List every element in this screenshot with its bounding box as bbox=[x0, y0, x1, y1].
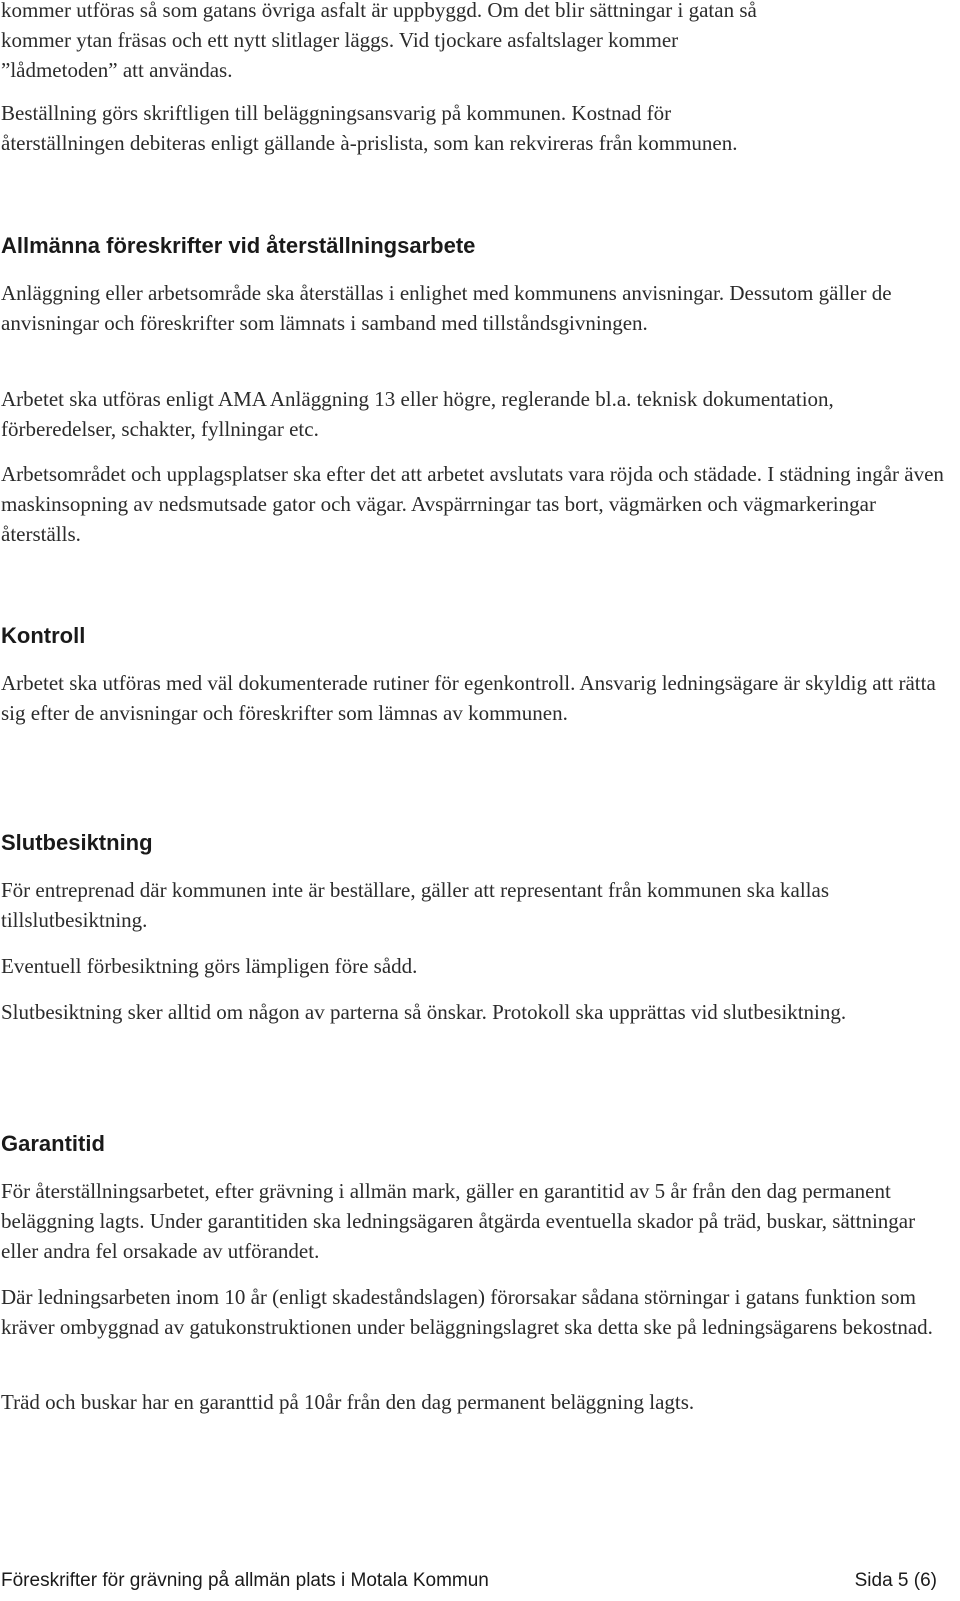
section-heading-warranty: Garantitid bbox=[1, 1131, 105, 1156]
section-heading-control: Kontroll bbox=[1, 623, 86, 648]
warranty-paragraph-2: Där ledningsarbeten inom 10 år (enligt skadeståndslagen) förorsakar sådana störningar i gatans funktion som kräver ombyggnad av gatukonstruktionen under beläggningslagret ska detta ske på ledningsägarens bekostnad. bbox=[1, 1285, 933, 1339]
final-inspection-paragraph-3: Slutbesiktning sker alltid om någon av parterna så önskar. Protokoll ska upprättas vid slutbesiktning. bbox=[1, 1000, 847, 1024]
order-line-1: Beställning görs skriftligen till beläggningsansvarig på kommunen. Kostnad för bbox=[1, 101, 672, 125]
intro-line-1: kommer utföras så som gatans övriga asfalt är uppbyggd. Om det blir sättningar i gatan så bbox=[1, 0, 757, 22]
final-inspection-paragraph-1: För entreprenad där kommunen inte är beställare, gäller att representant från kommunen ska kallas tillslutbesiktning. bbox=[1, 878, 830, 932]
page-number: Sida 5 (6) bbox=[854, 1570, 937, 1591]
footer-title: Föreskrifter för grävning på allmän plats i Motala Kommun bbox=[1, 1570, 489, 1591]
intro-line-2: kommer ytan fräsas och ett nytt slitlager läggs. Vid tjockare asfaltslager kommer bbox=[1, 28, 679, 52]
general-paragraph-1: Anläggning eller arbetsområde ska återställas i enlighet med kommunens anvisningar. Dessutom gäller de anvisningar och föreskrifter som lämnats i samband med tillståndsgivningen. bbox=[1, 281, 892, 335]
general-paragraph-3: Arbetsområdet och upplagsplatser ska efter det att arbetet avslutats vara röjda och städade. I städning ingår även maskinsopning av nedsmutsade gator och vägar. Avspärrningar tas bort, vägmärken och vägmarkeringar återställs. bbox=[1, 462, 944, 546]
final-inspection-paragraph-2: Eventuell förbesiktning görs lämpligen före sådd. bbox=[1, 954, 418, 978]
page-footer bbox=[1, 1568, 937, 1596]
intro-line-3: ”lådmetoden” att användas. bbox=[1, 58, 233, 82]
warranty-paragraph-3: Träd och buskar har en garanttid på 10år från den dag permanent beläggning lagts. bbox=[1, 1390, 695, 1414]
section-heading-general: Allmänna föreskrifter vid återställningsarbete bbox=[1, 233, 476, 258]
warranty-paragraph-1: För återställningsarbetet, efter grävning i allmän mark, gäller en garantitid av 5 år från den dag permanent beläggning lagts. Under garantitiden ska ledningsägaren åtgärda eventuella skador på träd, buskar, sättningar eller andra fel orsakade av utförandet. bbox=[1, 1179, 916, 1263]
section-heading-final-inspection: Slutbesiktning bbox=[1, 830, 153, 855]
order-line-2: återställningen debiteras enligt gällande à-prislista, som kan rekvireras från kommunen. bbox=[1, 131, 738, 155]
general-paragraph-2: Arbetet ska utföras enligt AMA Anläggning 13 eller högre, reglerande bl.a. teknisk dokumentation, förberedelser, schakter, fyllningar etc. bbox=[1, 387, 834, 441]
control-paragraph-1: Arbetet ska utföras med väl dokumenterade rutiner för egenkontroll. Ansvarig ledningsägare är skyldig att rätta sig efter de anvisningar och föreskrifter som lämnas av kommunen. bbox=[1, 671, 936, 725]
